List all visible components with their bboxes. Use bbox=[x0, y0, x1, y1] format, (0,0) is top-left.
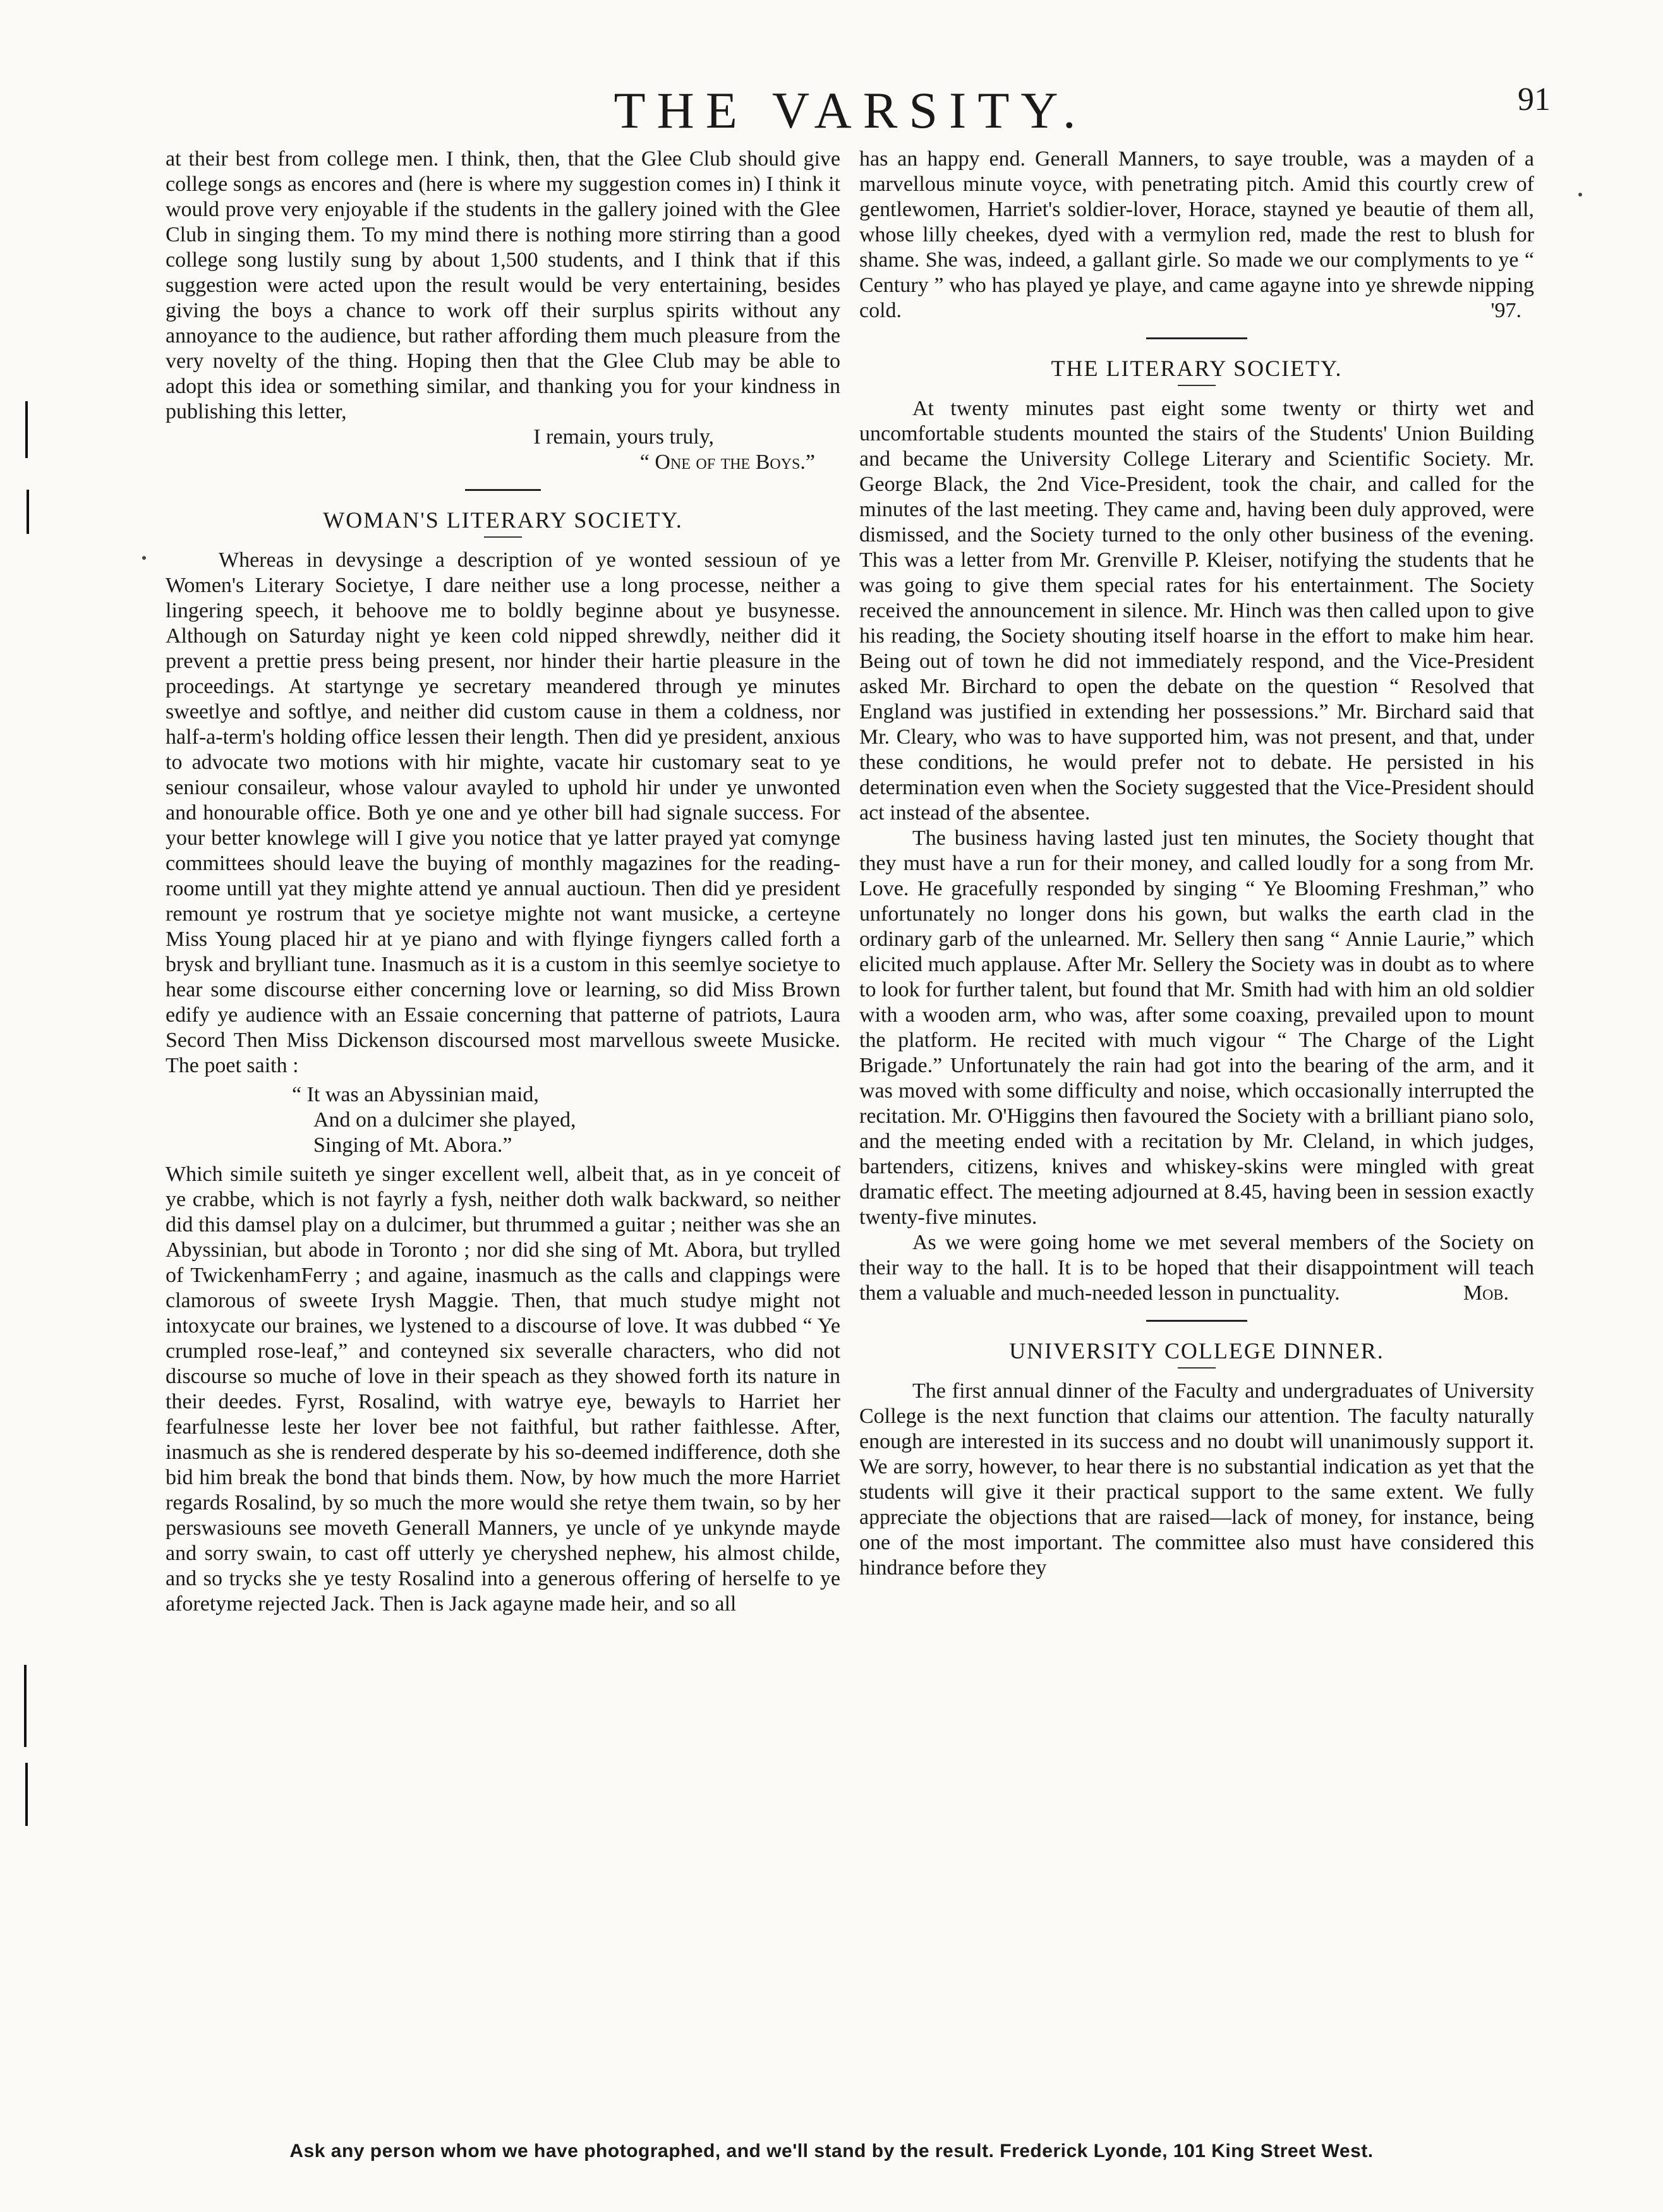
left-column bbox=[166, 147, 840, 1617]
page-number: 91 bbox=[1518, 82, 1551, 118]
footer-advertisement: Ask any person whom we have photographed, and we'll stand by the result. Frederick Lyonde, 101 King Street West. bbox=[289, 2141, 1374, 2161]
letter-closing: I remain, yours truly, bbox=[533, 425, 714, 449]
dinner-heading: UNIVERSITY COLLEGE DINNER. bbox=[1009, 1338, 1384, 1363]
section-divider bbox=[465, 489, 541, 491]
letter-signature: “ One of the Boys.” bbox=[639, 450, 815, 474]
margin-mark bbox=[27, 490, 29, 534]
womans-society-paragraph: Which simile suiteth ye singer excellent well, albeit that, as in ye conceit of ye crabbe, which is not fayrly a fysh, neither doth walk backward, so neither did this damsel play on a dulcimer, but thrummed a guitar ; neither was she an Abyssinian, but abode in Toronto ; nor did she sing of Mt. Abora, but trylled of TwickenhamFerry ; and againe, inasmuch as the calls and clappings were clamorous of sweete Irysh Maggie. Then, that much studye might not intoxycate our braines, we lystened to a discourse of love. It was dubbed “ Ye crumpled rose-leaf,” and conteyned six severalle characters, who did not discourse so muche of love in their speach as they showed forth its nature in their deedes. Fyrst, Rosalind, with watrye eye, bewayls to Harriet her fearfulnesse leste her lover bee not faithful, but rather faithlesse. After, inasmuch as she is rendered desperate by his so-deemed indifference, doth she bid him break the bond that binds them. Now, by how much the more Harriet regards Rosalind, by so much the more would she retye them twain, so by her perswasiouns see moveth Generall Manners, ye uncle of ye unkynde mayde and sorry swain, to cast off utterly ye cheryshed nephew, his almost childe, and so trycks she ye testy Rosalind into a generous offering of herselfe to ye aforetyme rejected Jack. Then is Jack agayne made heir, and so all bbox=[166, 1163, 840, 1616]
section-divider bbox=[1146, 1320, 1247, 1322]
letter-paragraph: at their best from college men. I think, then, that the Glee Club should give college songs as encores and (here is where my suggestion comes in) I think it would prove very enjoyable if the students in the gallery joined with the Glee Club in singing them. To my mind there is nothing more stirring than a good college song lustily sung by about 1,500 students, and I think that if this suggestion were acted upon the result would be very entertaining, besides giving the boys a chance to work off their surplus spirits without any annoyance to the audience, but rather affording them much pleasure from the very novelty of the thing. Hoping then that the Glee Club may be able to adopt this idea or something similar, and thanking you for your kindness in publishing this letter, bbox=[166, 147, 840, 423]
margin-mark bbox=[25, 1763, 28, 1826]
womans-society-paragraph: Whereas in devysinge a description of ye wonted sessioun of ye Women's Literary Societye, I dare neither use a long processe, neither a lingering speech, it behoove me to boldly beginne about ye busynesse. Although on Saturday night ye keen cold nipped shrewdly, neither did it prevent a prettie press being present, nor hinder their hartie pleasure in the proceedings. At startynge ye secretary meandered through ye minutes sweetlye and softlye, and neither did custom cause in them a coldness, nor half-a-term's holding office lessen their length. Then did ye president, anxious to advocate two motions with hir mighte, vacate hir customary seat to ye seniour consaileur, whose valour avayled to uphold hir under ye unwonted and honourable office. Both ye one and ye other bill had signale success. For your better knowlege will I give you notice that ye latter prayed yat comynge committees should leave the buying of monthly magazines for the reading-roome untill yat they mighte attend ye annual auctioun. Then did ye president remount ye rostrum that ye societye mighte not want musicke, a certeyne Miss Young placed hir at ye piano and with flyinge fiyngers called forth a brysk and brylliant tune. Inasmuch as it is a custom in this seemlye societye to hear some discourse either concerning love or learning, so did Miss Brown edify ye audience with an Essaie concerning that patterne of patriots, Laura Secord Then Miss Dickenson discoursed most marvellous sweete Musicke. The poet saith : bbox=[166, 548, 840, 1077]
margin-mark bbox=[24, 1665, 27, 1747]
publication-title: THE VARSITY. bbox=[614, 82, 1087, 139]
literary-society-heading: THE LITERARY SOCIETY. bbox=[1051, 356, 1343, 381]
literary-society-paragraph: The business having lasted just ten minutes, the Society thought that they must have a run for their money, and called loudly for a song from Mr. Love. He gracefully responded by singing “ Ye Blooming Freshman,” who unfortunately no longer dons his gown, but walks the earth clad in the ordinary garb of the unlearned. Mr. Sellery then sang “ Annie Laurie,” which elicited much applause. After Mr. Sellery the Society was in doubt as to where to look for further talent, but found that Mr. Smith had with him an old soldier with a wooden arm, who was, after some coaxing, prevailed upon to mount the platform. He recited with much vigour “ The Charge of the Light Brigade.” Unfortunately the rain had got into the bearing of the arm, and it was moved with some difficulty and noise, which occasionally interrupted the recitation. Mr. O'Higgins then favoured the Society with a brilliant piano solo, and the meeting ended with a recitation by Mr. Cleland, in which judges, bartenders, citizens, knives and whiskey-skins were mingled with great dramatic effect. The meeting adjourned at 8.45, having been in session exactly twenty-five minutes. bbox=[859, 826, 1534, 1229]
literary-society-paragraph: As we were going home we met several members of the Society on their way to the hall. It is to be hoped that their disappointment will teach them a valuable and much-needed lesson in punctuality. bbox=[859, 1231, 1534, 1305]
section-divider bbox=[1146, 337, 1247, 339]
author-signature: Mob. bbox=[1463, 1281, 1509, 1305]
poem-line: Singing of Mt. Abora.” bbox=[313, 1133, 512, 1157]
heading-dash bbox=[1178, 1367, 1216, 1369]
class-signature: '97. bbox=[1491, 299, 1521, 322]
heading-dash bbox=[484, 536, 522, 538]
poem-line: And on a dulcimer she played, bbox=[313, 1108, 576, 1132]
continued-paragraph: has an happy end. Generall Manners, to saye trouble, was a mayden of a marvellous minute voyce, with penetrating pitch. Amid this courtly crew of gentlewomen, Harriet's soldier-lover, Horace, stayned ye beautie of them all, whose lilly cheekes, dyed with a vermylion red, made the rest to blush for shame. She was, indeed, a gallant girle. So made we our complyments to ye “ Century ” who has played ye playe, and came agayne into ye shrewde nipping cold. bbox=[859, 147, 1534, 322]
margin-mark bbox=[25, 401, 28, 458]
heading-dash bbox=[1178, 385, 1216, 386]
margin-dot bbox=[1578, 193, 1582, 196]
poem-quote bbox=[292, 1082, 840, 1158]
dinner-paragraph: The first annual dinner of the Faculty and undergraduates of University College is the next function that claims our attention. The faculty naturally enough are interested in its success and no doubt will unanimously support it. We are sorry, however, to hear there is no substantial indication as yet that the students will give it their practical support to the same extent. We fully appreciate the objections that are raised—lack of money, for instance, being one of the most important. The committee also must have considered this hindrance before they bbox=[859, 1379, 1534, 1580]
poem-line: “ It was an Abyssinian maid, bbox=[292, 1083, 539, 1106]
literary-society-paragraph: At twenty minutes past eight some twenty or thirty wet and uncomfortable students mounted the stairs of the Students' Union Building and became the University College Literary and Scientific Society. Mr. George Black, the 2nd Vice-President, took the chair, and called for the minutes of the last meeting. They came and, having been duly approved, were dismissed, and the Society turned to the only other business of the evening. This was a letter from Mr. Grenville P. Kleiser, notifying the students that he was going to give them special rates for his entertainment. The Society received the announcement in silence. Mr. Hinch was then called upon to give his reading, the Society shouting itself hoarse in the effort to make him hear. Being out of town he did not immediately respond, and the Vice-President asked Mr. Birchard to open the debate on the question “ Resolved that England was justified in extending her possessions.” Mr. Birchard said that Mr. Cleary, who was to have supported him, was not present, and that, under these conditions, he would prefer not to debate. He persisted in his determination even when the Society suggested that the Vice-President should act instead of the absentee. bbox=[859, 397, 1534, 825]
womans-society-heading: WOMAN'S LITERARY SOCIETY. bbox=[323, 507, 683, 533]
masthead bbox=[0, 76, 1663, 145]
right-column bbox=[859, 147, 1534, 1581]
margin-dot bbox=[142, 556, 146, 560]
